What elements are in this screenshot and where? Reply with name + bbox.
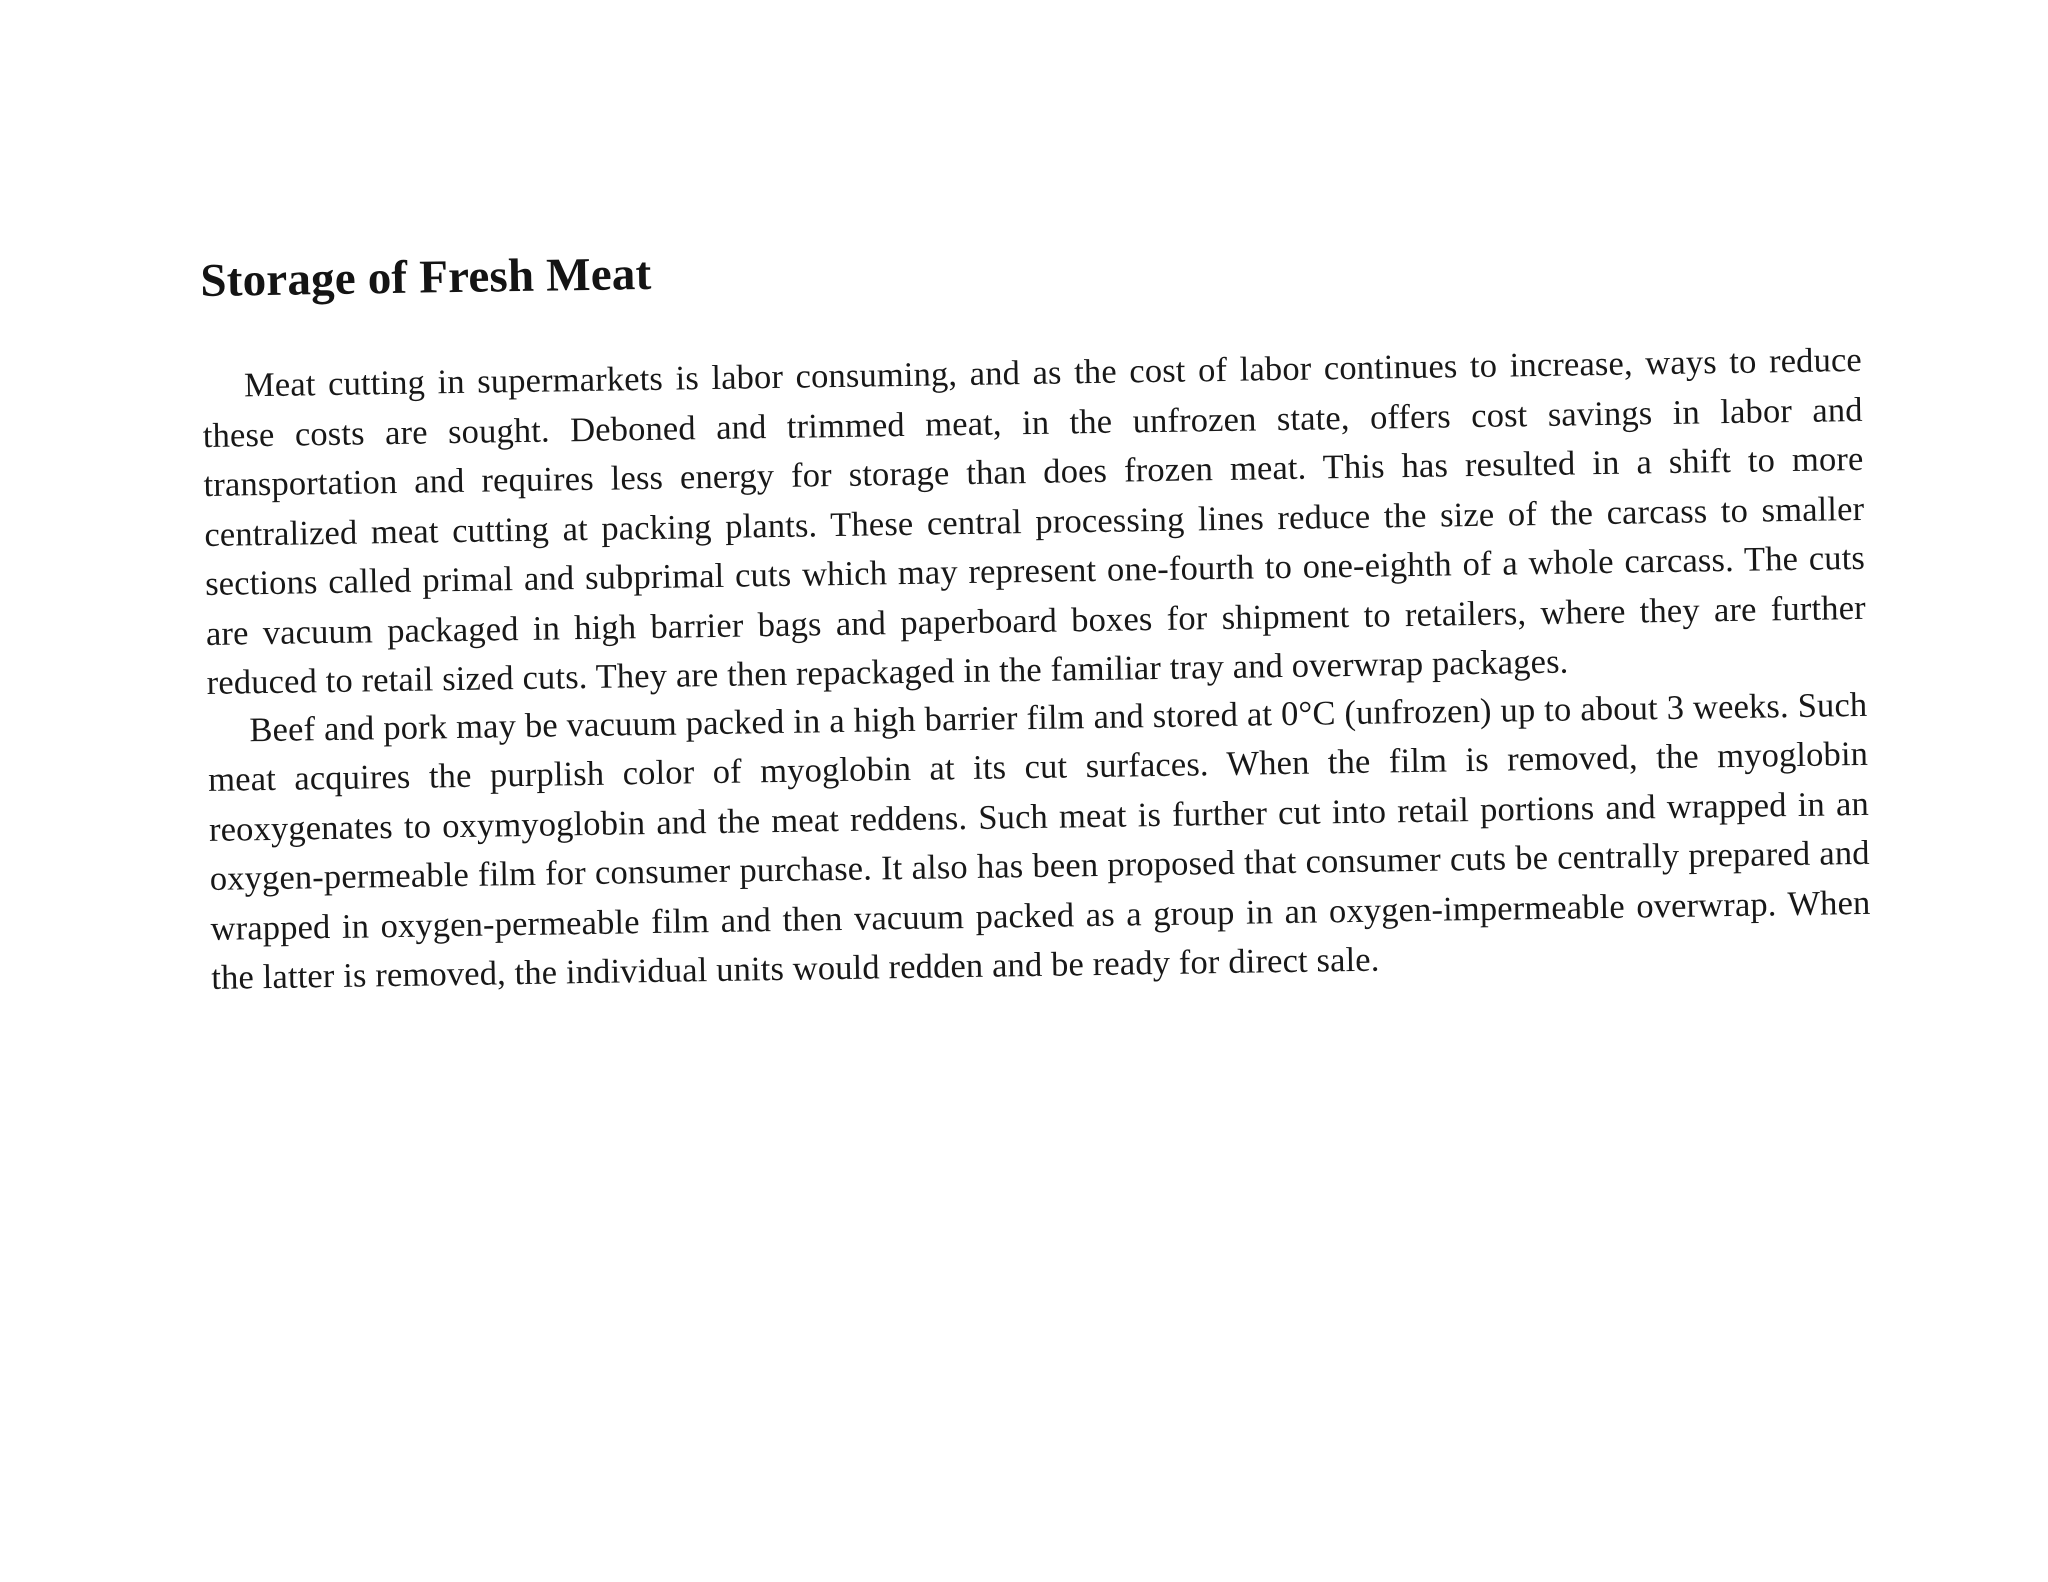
paragraph-2: Beef and pork may be vacuum packed in a high barrier film and stored at 0°C (unfrozen) up to about 3 weeks. Such meat acquires the purplish color of myoglobin at its cut surfaces. When the film is removed, the myoglobin reoxygenates to oxymyoglobin and the meat reddens. Such meat is further cut into retail portions and wrapped in an oxygen-permeable film for consumer purchase. It also has been proposed that consumer cuts be centrally prepared and wrapped in oxygen-permeable film and then vacuum packed as a group in an oxygen-impermeable overwrap. When the latter is removed, the individual units would redden and be ready for direct sale. (207, 685, 1871, 997)
section-heading: Storage of Fresh Meat (200, 247, 652, 307)
paragraph-1: Meat cutting in supermarkets is labor consuming, and as the cost of labor continues to increase, ways to reduce these costs are sought. Deboned and trimmed meat, in the unfrozen state, offers cost savings in labor and transportation and requires less energy for storage than does frozen meat. This has resulted in a shift to more centralized meat cutting at packing plants. These central processing lines reduce the size of the carcass to smaller sections called primal and subprimal cuts which may represent one-fourth to one-eighth of a whole carcass. The cuts are vacuum packaged in high barrier bags and paperboard boxes for shipment to retailers, where they are further reduced to retail sized cuts. They are then repackaged in the familiar tray and overwrap packages. (202, 340, 1867, 702)
text-block (200, 229, 1872, 1003)
